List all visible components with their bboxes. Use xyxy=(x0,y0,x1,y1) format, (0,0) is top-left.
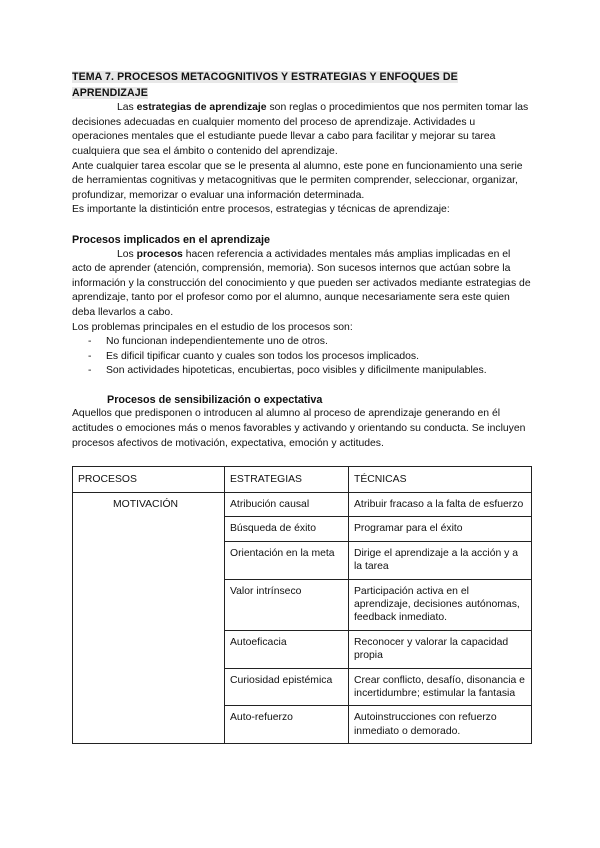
header-estrategias: ESTRATEGIAS xyxy=(225,467,349,493)
header-tecnicas: TÉCNICAS xyxy=(349,467,532,493)
section2-paragraph: Aquellos que predisponen o introducen al alumno al proceso de aprendizaje generando en él actitudes o emociones más o menos favorables y activando y orientando su conducta. Se incluyen procesos afectivos de motivación, expectativa, emoción y actitudes. xyxy=(72,408,526,449)
technique-cell: Participación activa en el aprendizaje, decisiones autónomas, feedback inmediato. xyxy=(349,579,532,630)
strategy-cell: Valor intrínseco xyxy=(225,579,349,630)
strategy-cell: Auto-refuerzo xyxy=(225,706,349,744)
page-title-block xyxy=(72,70,532,101)
strategies-table xyxy=(72,466,532,744)
intro-paragraph: Las estrategias de aprendizaje son reglas o procedimientos que nos permiten tomar las decisiones adecuadas en cualquier momento del proceso de aprendizaje. Actividades u operaciones mentales que el estudiante puede llevar a cabo para facilitar y mejorar su tarea cualquiera que sea el ámbito o contenido del aprendizaje. xyxy=(72,102,529,157)
table-row xyxy=(73,493,532,517)
problems-list xyxy=(72,335,532,379)
technique-cell: Programar para el éxito xyxy=(349,517,532,541)
strategy-cell: Búsqueda de éxito xyxy=(225,517,349,541)
intro-paragraph-3: Es importante la distintición entre procesos, estrategias y técnicas de aprendizaje: xyxy=(72,204,450,216)
technique-cell: Atribuir fracaso a la falta de esfuerzo xyxy=(349,493,532,517)
list-item: - Son actividades hipoteticas, encubiertas, poco visibles y dificilmente manipulables. xyxy=(88,364,532,379)
strategy-cell: Orientación en la meta xyxy=(225,541,349,579)
strategy-cell: Autoeficacia xyxy=(225,630,349,668)
section1-paragraph: Los procesos hacen referencia a actividades mentales más amplias implicadas en el acto de aprender (atención, comprensión, memoria). Son sucesos internos que actúan sobre la información y la construcción del conocimiento y que pueden ser activados mediante estrategias de aprendizaje, tanto por el profesor como por el alumno, aunque necesariamente sera este quien deba llevarlos a cabo. xyxy=(72,248,531,318)
strategy-cell: Atribución causal xyxy=(225,493,349,517)
section1-paragraph-2: Los problemas principales en el estudio de los procesos son: xyxy=(72,321,353,333)
page-title: TEMA 7. PROCESOS METACOGNITIVOS Y ESTRATEGIAS Y ENFOQUES DE APRENDIZAJE xyxy=(72,71,458,99)
technique-cell: Dirige el aprendizaje a la acción y a la tarea xyxy=(349,541,532,579)
technique-cell: Autoinstrucciones con refuerzo inmediato o demorado. xyxy=(349,706,532,744)
section-heading-procesos: Procesos implicados en el aprendizaje xyxy=(72,233,271,246)
technique-cell: Crear conflicto, desafío, disonancia e incertidumbre; estimular la fantasia xyxy=(349,668,532,706)
table-header-row xyxy=(73,467,532,493)
technique-cell: Reconocer y valorar la capacidad propia xyxy=(349,630,532,668)
document-body xyxy=(72,70,532,451)
term-procesos: procesos xyxy=(136,248,183,260)
intro-paragraph-2: Ante cualquier tarea escolar que se le presenta al alumno, este pone en funcionamiento una serie de herramientas cognitivas y metacognitivas que le permiten comprender, seleccionar, organizar, profundizar, memorizar o evaluar una información determinada. xyxy=(72,160,523,201)
strategy-cell: Curiosidad epistémica xyxy=(225,668,349,706)
section-heading-sensibilizacion: Procesos de sensibilización o expectativa xyxy=(107,393,323,406)
term-estrategias: estrategias de aprendizaje xyxy=(136,102,267,114)
list-item: - No funcionan independientemente uno de otros. xyxy=(88,335,532,350)
process-cell-motivacion: MOTIVACIÓN xyxy=(73,493,225,744)
header-procesos: PROCESOS xyxy=(73,467,225,493)
list-item: - Es dificil tipificar cuanto y cuales son todos los procesos implicados. xyxy=(88,350,532,365)
